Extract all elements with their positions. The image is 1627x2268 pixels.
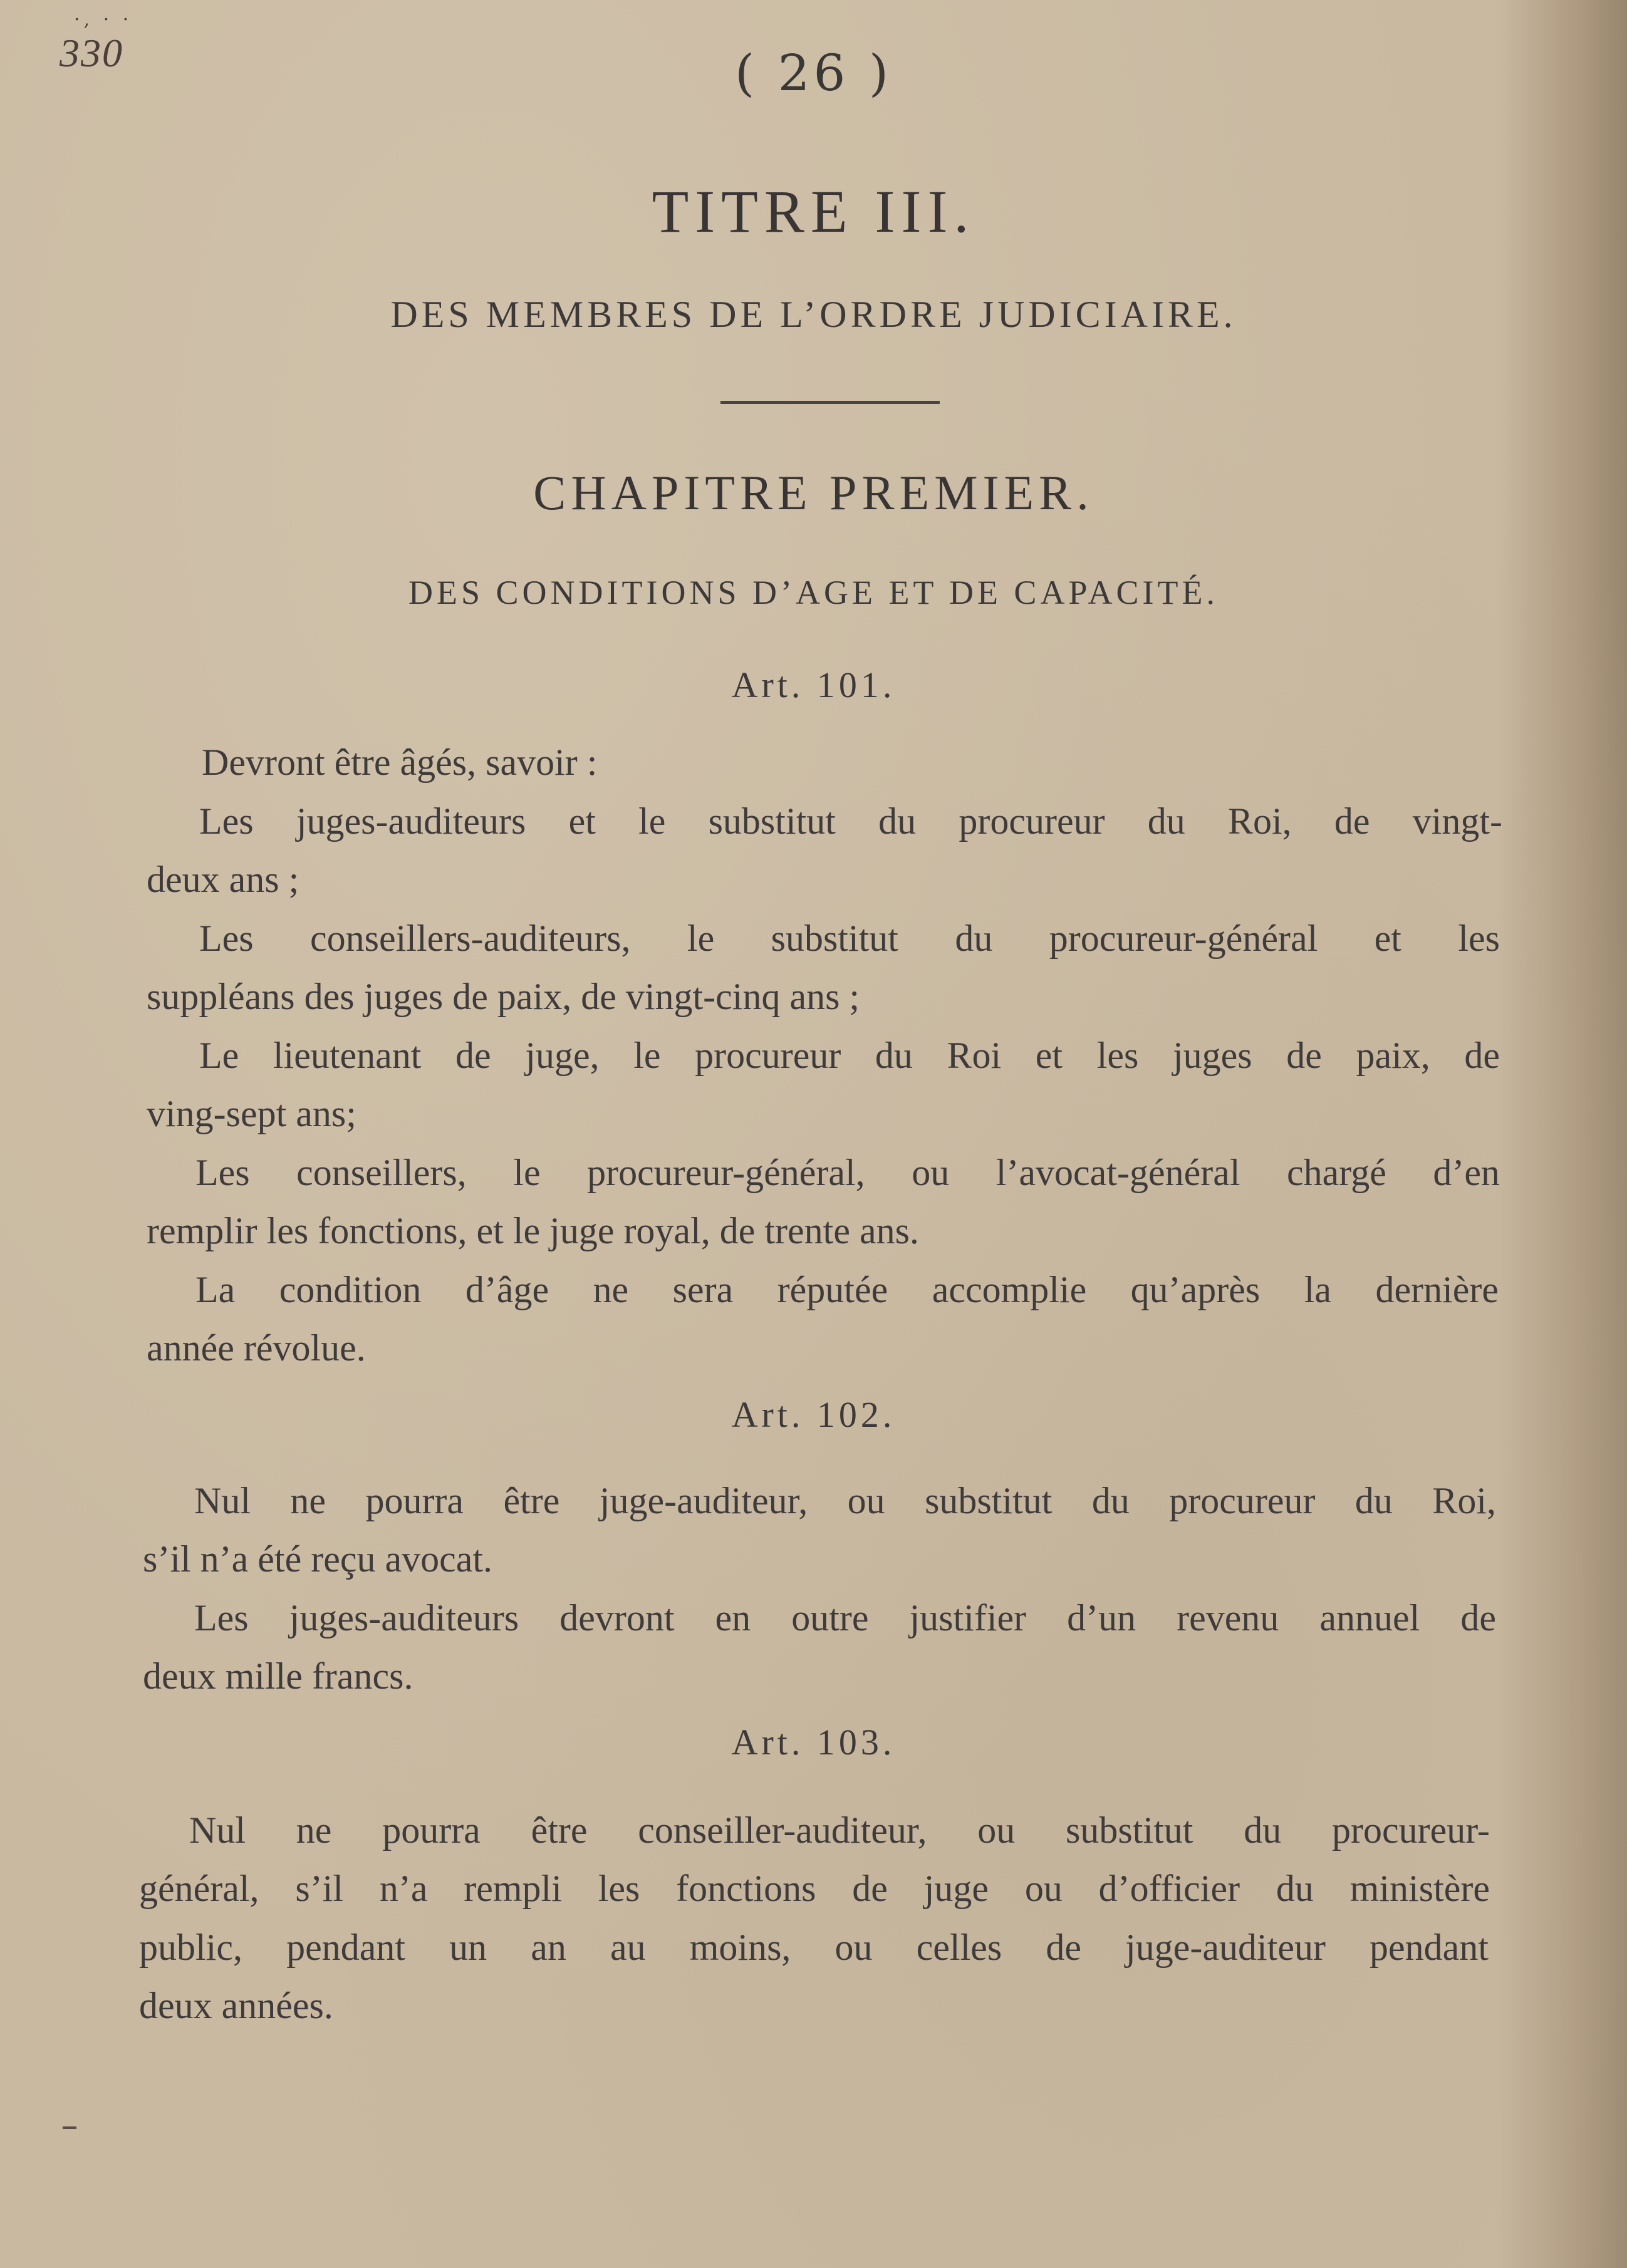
- article-line: ving-sept ans;: [147, 1093, 356, 1134]
- article-line: Les juges-auditeurs devront en outre justifier d’un revenu annuel de: [194, 1597, 1496, 1639]
- article-line: Les conseillers, le procureur-général, ou l’avocat-général chargé d’en: [195, 1152, 1500, 1193]
- article-heading: Art. 101.: [731, 665, 896, 705]
- folio-marks: ·, · ·: [74, 9, 133, 31]
- article-heading: Art. 103.: [731, 1722, 896, 1763]
- article-line: deux années.: [139, 1985, 333, 2026]
- titre-subtitle: DES MEMBRES DE L’ORDRE JUDICIAIRE.: [390, 294, 1237, 335]
- article-line: Nul ne pourra être conseiller-auditeur, ou substitut du procureur-: [189, 1810, 1490, 1851]
- article-line: Les conseillers-auditeurs, le substitut du procureur-général et les: [199, 918, 1500, 959]
- article-line: suppléans des juges de paix, de vingt-cinq ans ;: [147, 976, 860, 1017]
- titre-heading: TITRE III.: [652, 178, 975, 245]
- article-line: Le lieutenant de juge, le procureur du Roi et les juges de paix, de: [199, 1035, 1500, 1076]
- article-line: Devront être âgés, savoir :: [202, 742, 598, 783]
- page-number: ( 26 ): [734, 44, 893, 102]
- article-line: remplir les fonctions, et le juge royal, de trente ans.: [147, 1210, 919, 1251]
- article-line: deux mille francs.: [143, 1655, 413, 1697]
- chapter-subtitle: DES CONDITIONS D’AGE ET DE CAPACITÉ.: [408, 574, 1219, 611]
- article-line: année révolue.: [147, 1327, 366, 1369]
- chapter-heading: CHAPITRE PREMIER.: [533, 465, 1094, 520]
- ink-mark: [63, 2126, 76, 2129]
- article-line: La condition d’âge ne sera réputée accomplie qu’après la dernière: [195, 1269, 1499, 1310]
- article-line: public, pendant un an au moins, ou celles de juge-auditeur pendant: [139, 1927, 1489, 1968]
- section-divider: [720, 401, 940, 404]
- article-heading: Art. 102.: [731, 1394, 896, 1435]
- article-line: s’il n’a été reçu avocat.: [143, 1538, 493, 1580]
- article-line: Nul ne pourra être juge-auditeur, ou substitut du procureur du Roi,: [194, 1480, 1496, 1521]
- article-line: Les juges-auditeurs et le substitut du procureur du Roi, de vingt-: [199, 800, 1502, 842]
- article-line: général, s’il n’a rempli les fonctions de juge ou d’officier du ministère: [139, 1868, 1490, 1909]
- article-line: deux ans ;: [147, 859, 299, 900]
- handwritten-folio-number: 330: [60, 31, 123, 75]
